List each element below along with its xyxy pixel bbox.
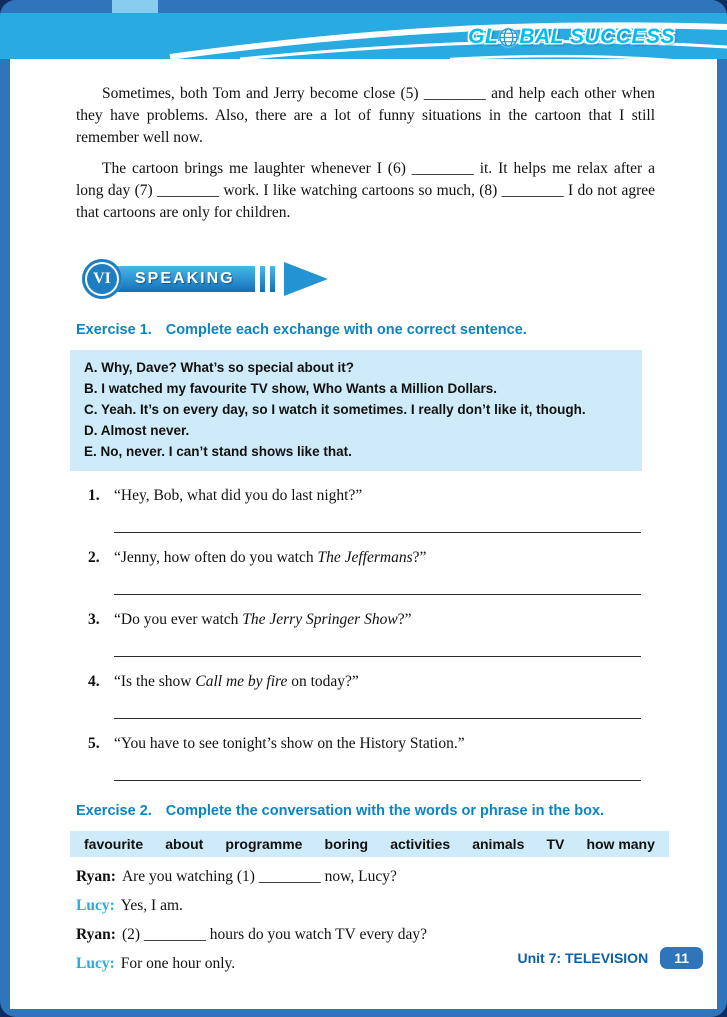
word-item: activities	[390, 835, 451, 852]
question-row-5	[88, 735, 655, 753]
speaker-name: Lucy:	[76, 896, 115, 914]
word-item: favourite	[84, 835, 144, 852]
speaker-text: (2) ________ hours do you watch TV every day?	[121, 925, 427, 943]
answer-line-3	[114, 655, 641, 657]
question-row-4	[88, 673, 655, 691]
answer-line-4	[114, 717, 641, 719]
conversation-line-1	[76, 868, 655, 886]
speaker-name: Ryan:	[76, 867, 116, 885]
banner-stripe-2	[270, 266, 275, 292]
answer-line-5	[114, 779, 641, 781]
exercise2-label: Exercise 2.	[76, 802, 152, 819]
word-item: how many	[586, 835, 655, 852]
option-item-d: D. Almost never.	[84, 422, 190, 438]
exercise1-label: Exercise 1.	[76, 322, 152, 338]
question-number: 4.	[88, 672, 100, 690]
exercise2-header	[76, 803, 655, 819]
page	[10, 59, 717, 1009]
brand-logo	[468, 25, 675, 49]
question-text: “You have to see tonight’s show on the History Station.”	[114, 734, 465, 752]
word-item: boring	[324, 835, 369, 852]
word-item: programme	[225, 835, 303, 852]
exercise1-instruction: Complete each exchange with one correct sentence.	[165, 322, 527, 338]
question-number: 5.	[88, 734, 100, 752]
brand-success: SUCCESS	[569, 25, 675, 48]
question-number: 1.	[88, 486, 100, 504]
options-box	[70, 350, 642, 471]
question-row-2	[88, 549, 655, 567]
word-item: about	[165, 835, 204, 852]
question-text: “Jenny, how often do you watch The Jeffermans?”	[114, 548, 427, 566]
exercise2-instruction: Complete the conversation with the words or phrase in the box.	[165, 802, 605, 819]
speaker-text: Are you watching (1) ________ now, Lucy?	[121, 867, 397, 885]
question-number: 3.	[88, 610, 100, 628]
speaker-name: Ryan:	[76, 925, 116, 943]
conversation-line-2	[76, 897, 655, 915]
option-item-b: B. I watched my favourite TV show, Who Wants a Million Dollars.	[84, 380, 498, 396]
word-box	[70, 831, 669, 857]
question-row-1	[88, 487, 655, 505]
banner-stripe-1	[260, 266, 265, 292]
globe-icon	[499, 28, 518, 47]
page-number-badge: 11	[660, 947, 703, 969]
word-item: animals	[472, 835, 525, 852]
speaker-name: Lucy:	[76, 954, 115, 972]
section-banner	[82, 258, 655, 300]
top-bar-notch	[112, 0, 158, 13]
option-item-e: E. No, never. I can’t stand shows like that.	[84, 443, 352, 459]
exercise1-header	[76, 322, 655, 338]
section-number-badge	[82, 259, 122, 299]
passage-paragraph-2: The cartoon brings me laughter whenever I (6) ________ it. It helps me relax after a long day (7) ________ work. I like watching cartoons so much, (8) ________ I do not agree that cartoons are only for children.	[76, 160, 655, 221]
question-text: “Hey, Bob, what did you do last night?”	[114, 486, 363, 504]
speaker-text: For one hour only.	[120, 954, 236, 972]
header-band	[0, 13, 727, 59]
word-item: TV	[546, 835, 565, 852]
conversation-line-3	[76, 926, 655, 944]
page-footer	[518, 947, 704, 969]
question-text: “Do you ever watch The Jerry Springer Show?”	[114, 610, 412, 628]
footer-unit-title: Unit 7: TELEVISION	[517, 950, 649, 966]
brand-gl: GL	[468, 25, 499, 48]
brand-bal: BAL	[519, 25, 570, 48]
section-number: VI	[93, 270, 111, 287]
answer-line-1	[114, 531, 641, 533]
question-text: “Is the show Call me by fire on today?”	[114, 672, 359, 690]
section-title: SPEAKING	[113, 266, 255, 292]
question-row-3	[88, 611, 655, 629]
speaker-text: Yes, I am.	[120, 896, 183, 914]
top-bar	[0, 0, 727, 13]
banner-arrow	[284, 262, 328, 296]
passage-paragraph-1: Sometimes, both Tom and Jerry become close (5) ________ and help each other when they have problems. Also, there are a lot of funny situations in the cartoon that I still remember well now.	[76, 85, 655, 146]
question-number: 2.	[88, 548, 100, 566]
option-item-a: A. Why, Dave? What’s so special about it?	[84, 360, 355, 375]
answer-line-2	[114, 593, 641, 595]
option-item-c: C. Yeah. It’s on every day, so I watch it sometimes. I really don’t like it, though.	[84, 401, 586, 417]
